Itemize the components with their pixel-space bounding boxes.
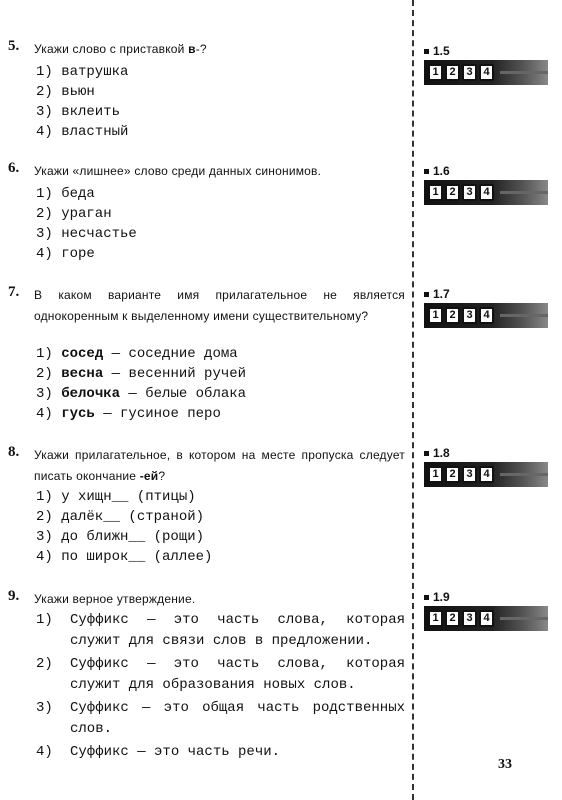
page-number: 33: [498, 757, 512, 772]
answer-box-3[interactable]: 3: [462, 184, 477, 201]
option-3[interactable]: 3) Суффикс — это общая часть родственных слов.: [36, 700, 405, 737]
answer-label: 1.9: [433, 590, 450, 604]
answer-box-1[interactable]: 1: [428, 610, 443, 627]
answer-box-4[interactable]: 4: [479, 610, 494, 627]
answer-bar: [424, 60, 548, 85]
option-4[interactable]: 4) властный: [36, 124, 129, 140]
answer-options: [36, 610, 405, 765]
question-8: [0, 444, 405, 574]
answer-label: 1.7: [433, 287, 450, 301]
option-1[interactable]: 1) беда: [36, 186, 95, 202]
bullet-square-icon: [424, 595, 429, 600]
answer-options: [36, 487, 405, 567]
option-1[interactable]: 1) у хищн__ (птицы): [36, 489, 196, 505]
question-text: В каком варианте имя прилагательное не является однокоренным к выделенному имени существительному?: [34, 288, 405, 323]
answer-block-1-5: [424, 44, 548, 85]
question-text: Укажи прилагательное, в котором на месте пропуска следует писать окончание -ей?: [34, 448, 405, 483]
answer-block-1-6: [424, 164, 548, 205]
answer-label: 1.8: [433, 446, 450, 460]
question-5: [0, 38, 405, 148]
option-1[interactable]: 1) ватрушка: [36, 64, 129, 80]
answer-box-1[interactable]: 1: [428, 184, 443, 201]
answer-label: 1.5: [433, 44, 450, 58]
answer-block-1-9: [424, 590, 548, 631]
answer-box-3[interactable]: 3: [462, 64, 477, 81]
option-2[interactable]: 2) вьюн: [36, 84, 95, 100]
question-number: 6.: [8, 160, 20, 176]
answer-box-3[interactable]: 3: [462, 610, 477, 627]
option-3[interactable]: 3) вклеить: [36, 104, 121, 120]
answer-bar: [424, 606, 548, 631]
answer-bar: [424, 303, 548, 328]
answer-box-1[interactable]: 1: [428, 64, 443, 81]
option-2[interactable]: 2) Суффикс — это часть слова, которая служит для образования новых слов.: [36, 656, 405, 693]
bullet-square-icon: [424, 451, 429, 456]
option-4[interactable]: 4) горе: [36, 246, 95, 262]
question-number: 5.: [8, 38, 20, 54]
option-2[interactable]: 2) далёк__ (страной): [36, 509, 205, 525]
answer-box-2[interactable]: 2: [445, 466, 460, 483]
answer-box-2[interactable]: 2: [445, 184, 460, 201]
option-2[interactable]: 2) ураган: [36, 206, 112, 222]
answer-box-2[interactable]: 2: [445, 610, 460, 627]
answer-box-1[interactable]: 1: [428, 307, 443, 324]
answer-options: [36, 184, 405, 264]
bullet-square-icon: [424, 49, 429, 54]
answer-box-1[interactable]: 1: [428, 466, 443, 483]
option-4[interactable]: 4) по широк__ (аллее): [36, 549, 213, 565]
question-9: [0, 588, 405, 758]
question-6: [0, 160, 405, 270]
option-3[interactable]: 3) белочка — белые облака: [36, 386, 247, 402]
answer-bar: [424, 462, 548, 487]
answer-box-2[interactable]: 2: [445, 64, 460, 81]
answer-options: [36, 62, 405, 142]
question-number: 9.: [8, 588, 20, 604]
answer-box-2[interactable]: 2: [445, 307, 460, 324]
answer-block-1-7: [424, 287, 548, 328]
answer-box-3[interactable]: 3: [462, 307, 477, 324]
answer-box-4[interactable]: 4: [479, 64, 494, 81]
option-3[interactable]: 3) несчастье: [36, 226, 137, 242]
answer-options: [36, 344, 405, 424]
answer-box-4[interactable]: 4: [479, 184, 494, 201]
answer-box-4[interactable]: 4: [479, 307, 494, 324]
answer-bar: [424, 180, 548, 205]
option-1[interactable]: 1) Суффикс — это часть слова, которая служит для связи слов в предложении.: [36, 612, 405, 649]
answer-block-1-8: [424, 446, 548, 487]
question-text: Укажи верное утверждение.: [34, 592, 196, 606]
question-number: 7.: [8, 284, 20, 300]
question-7: [0, 284, 405, 429]
answer-label: 1.6: [433, 164, 450, 178]
option-1[interactable]: 1) сосед — соседние дома: [36, 346, 238, 362]
answer-box-4[interactable]: 4: [479, 466, 494, 483]
bullet-square-icon: [424, 292, 429, 297]
option-4[interactable]: 4) Суффикс — это часть речи.: [36, 744, 281, 760]
option-4[interactable]: 4) гусь — гусиное перо: [36, 406, 221, 422]
question-number: 8.: [8, 444, 20, 460]
question-text: Укажи слово с приставкой в-?: [34, 42, 207, 56]
option-3[interactable]: 3) до ближн__ (рощи): [36, 529, 205, 545]
answer-box-3[interactable]: 3: [462, 466, 477, 483]
bullet-square-icon: [424, 169, 429, 174]
option-2[interactable]: 2) весна — весенний ручей: [36, 366, 247, 382]
cut-line-divider: [412, 0, 414, 800]
question-text: Укажи «лишнее» слово среди данных синонимов.: [34, 164, 322, 178]
